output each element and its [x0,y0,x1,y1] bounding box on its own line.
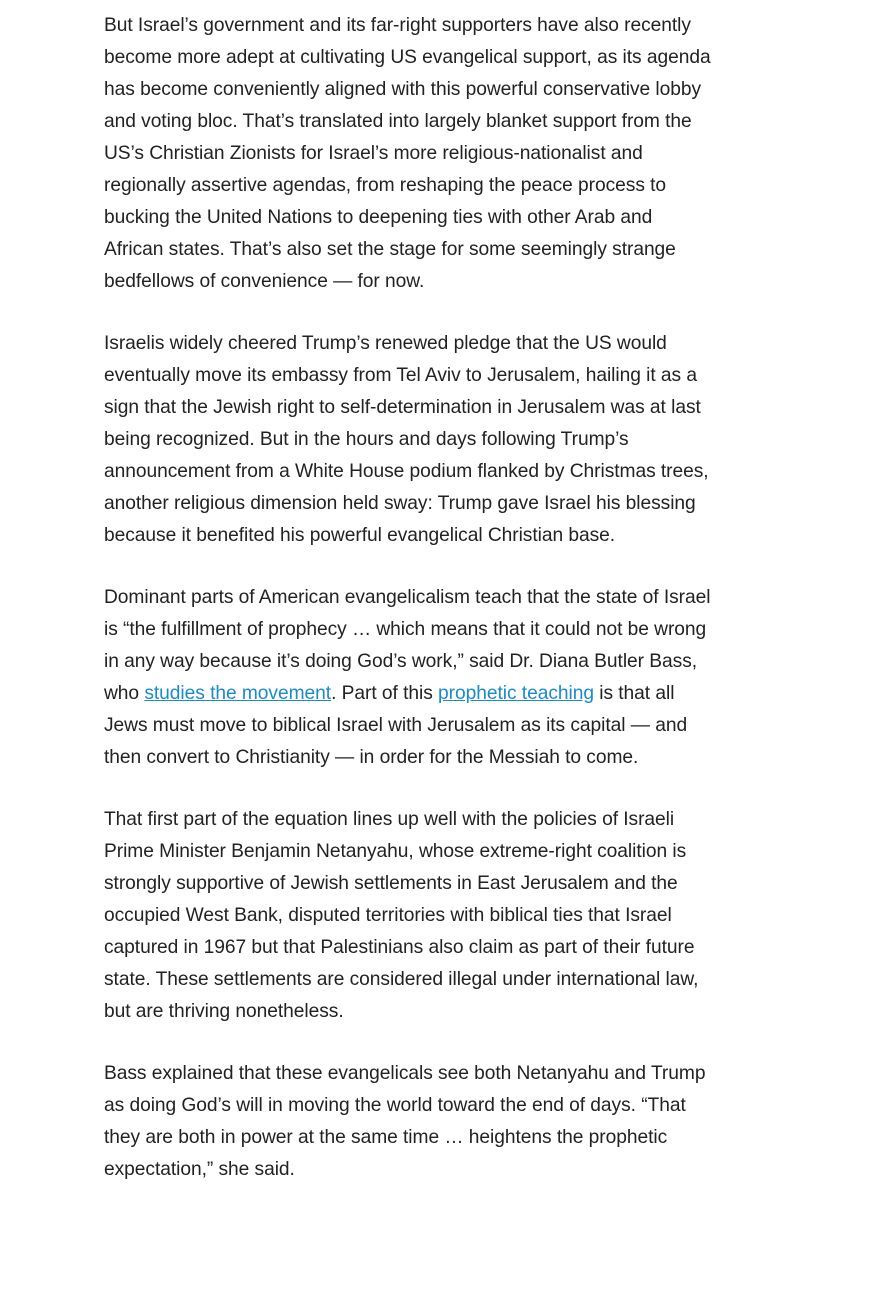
prophetic-teaching-link[interactable]: prophetic teaching [438,683,594,704]
studies-the-movement-link[interactable]: studies the movement [144,683,332,704]
paragraph-prophecy [104,582,712,774]
paragraph-embassy-move: Israelis widely cheered Trump’s renewed pledge that the US would eventually move its embassy from Tel Aviv to Jerusalem, hailing it as a sign that the Jewish right to self-determination in Jerusalem was at last being recognized. But in the hours and days following Trump’s announcement from a White House podium flanked by Christmas trees, another religious dimension held sway: Trump gave Israel his blessing because it benefited his powerful evangelical Christian base. [104,333,709,546]
paragraph-prophecy-text-2: . Part of this [331,683,439,704]
paragraph-prophecy-text-1: Dominant parts of American evangelicalism teach that the state of Israel is “the fulfillment of prophecy … which means that it could not be wrong in any way because it’s doing God’s work,” said Dr. Diana Butler Bass, who [104,587,711,704]
paragraph-end-of-days: Bass explained that these evangelicals see both Netanyahu and Trump as doing God’s will in moving the world toward the end of days. “That they are both in power at the same time … heightens the prophetic expectation,” she said. [104,1063,706,1180]
article-body [104,10,712,1216]
paragraph-netanyahu-policies: That first part of the equation lines up well with the policies of Israeli Prime Minister Benjamin Netanyahu, whose extreme-right coalition is strongly supportive of Jewish settlements in East Jerusalem and the occupied West Bank, disputed territories with biblical ties that Israel captured in 1967 but that Palestinians also claim as part of their future state. These settlements are considered illegal under international law, but are thriving nonetheless. [104,809,699,1022]
paragraph-prophecy-text-3: is that all Jews must move to biblical Israel with Jerusalem as its capital — and then convert to Christianity — in order for the Messiah to come. [104,683,688,768]
paragraph-evangelical-support: But Israel’s government and its far-right supporters have also recently become more adept at cultivating US evangelical support, as its agenda has become conveniently aligned with this powerful conservative lobby and voting bloc. That’s translated into largely blanket support from the US’s Christian Zionists for Israel’s more religious-nationalist and regionally assertive agendas, from reshaping the peace process to bucking the United Nations to deepening ties with other Arab and African states. That’s also set the stage for some seemingly strange bedfellows of convenience — for now. [104,15,711,292]
